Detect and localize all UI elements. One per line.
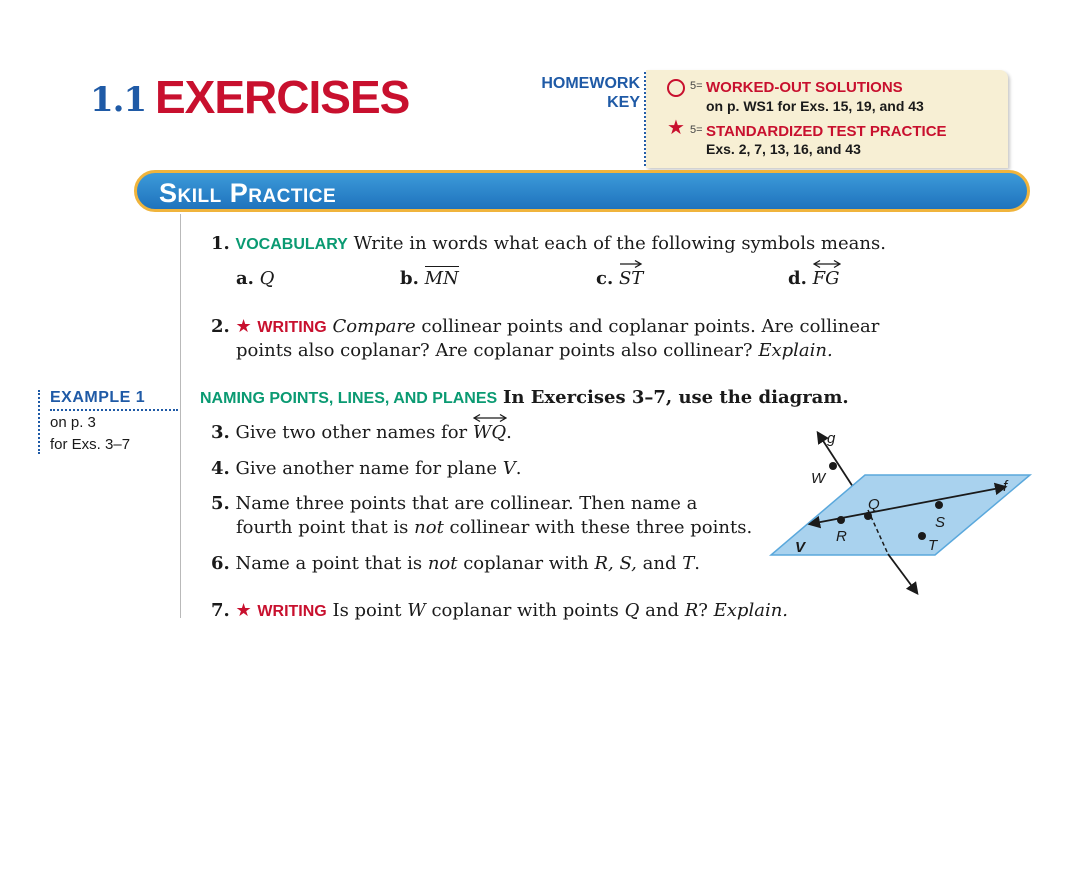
exercise-2-number: 2.	[211, 316, 230, 337]
plane-v-symbol: V	[502, 458, 516, 479]
point-w: W	[407, 600, 426, 621]
circle-icon	[666, 78, 686, 98]
homework-key-label	[520, 74, 640, 112]
exercise-1-number: 1.	[211, 233, 230, 254]
exercise-5	[211, 493, 697, 514]
test-practice-detail: Exs. 2, 7, 13, 16, and 43	[706, 141, 861, 157]
explain-word: Explain.	[713, 600, 789, 621]
exercise-2-line2	[236, 340, 833, 361]
symbol-segment-mn	[425, 268, 459, 289]
exercise-2	[211, 316, 879, 337]
symbol-line-wq	[473, 422, 506, 443]
line-g-lower	[888, 554, 917, 593]
page-title: EXERCISES	[155, 71, 410, 123]
exercise-5-line2	[236, 517, 752, 538]
exercise-4-number: 4.	[211, 458, 230, 479]
star-icon: ★	[235, 316, 252, 337]
banner-title: Skill Practice	[159, 178, 337, 208]
exercise-1-text: Write in words what each of the following symbols means.	[353, 233, 886, 254]
exercise-4-end: .	[515, 458, 522, 479]
part-b-label: b.	[400, 268, 419, 289]
exercise-6-text-a: Name a point that is	[235, 553, 428, 574]
exercise-1a	[236, 268, 274, 289]
symbol-line-fg	[813, 268, 840, 289]
section-instruction: In Exercises 3–7, use the diagram.	[502, 387, 849, 408]
exercise-7-text-b: coplanar with points	[425, 600, 625, 621]
exercise-5-number: 5.	[211, 493, 230, 514]
point-t-dot	[918, 532, 926, 540]
label-v: V	[795, 539, 806, 556]
example-underline	[50, 409, 178, 411]
section-heading	[200, 387, 849, 408]
exercise-1b	[400, 268, 459, 289]
star-icon: ★	[235, 600, 252, 621]
left-rule	[180, 214, 181, 618]
compare-word: Compare	[332, 316, 416, 337]
exercise-4	[211, 458, 522, 479]
point-q-dot	[864, 512, 872, 520]
exercise-6-text-b: coplanar with	[457, 553, 595, 574]
exercise-7	[211, 600, 788, 621]
naming-heading: NAMING POINTS, LINES, AND PLANES	[200, 390, 498, 407]
exercise-6	[211, 553, 700, 574]
worked-out-detail: on p. WS1 for Exs. 15, 19, and 43	[706, 98, 924, 114]
label-w: W	[811, 470, 826, 487]
homework-label-line2: KEY	[607, 94, 640, 111]
exercise-1	[211, 233, 886, 254]
writing-tag: WRITING	[257, 603, 327, 620]
label-s: S	[935, 514, 946, 531]
explain-word: Explain.	[758, 340, 833, 361]
exercise-4-text: Give another name for plane	[235, 458, 498, 479]
homework-key-box	[646, 70, 1008, 168]
not-word: not	[414, 517, 444, 538]
label-t: T	[928, 537, 938, 554]
exercise-1c	[596, 268, 643, 289]
not-word: not	[427, 553, 458, 574]
geometry-diagram	[765, 425, 1035, 600]
example-page-ref: on p. 3	[50, 414, 96, 431]
line-arrow-icon	[813, 259, 841, 269]
example-dots	[38, 390, 40, 454]
symbol-point-q: Q	[259, 268, 275, 289]
example-exercise-ref: for Exs. 3–7	[50, 436, 131, 453]
label-f: f	[1003, 478, 1008, 495]
point-t: T	[682, 553, 695, 574]
star-icon: ★	[667, 117, 685, 139]
segment-mn-text: MN	[424, 268, 459, 289]
exercise-3-number: 3.	[211, 422, 230, 443]
vocabulary-tag: VOCABULARY	[235, 236, 348, 253]
exercise-2-text1: collinear points and coplanar points. Are collinear	[415, 316, 880, 337]
example-label: EXAMPLE 1	[50, 389, 146, 406]
test-practice-title: STANDARDIZED TEST PRACTICE	[706, 123, 947, 140]
part-c-label: c.	[596, 268, 614, 289]
exercise-5-line2a: fourth point that is	[236, 517, 415, 538]
test-practice-mini-glyph: 5=	[690, 124, 703, 136]
point-s-dot	[935, 501, 943, 509]
exercise-3-end: .	[506, 422, 512, 443]
exercise-7-text-a: Is point	[332, 600, 408, 621]
line-fg-text: FG	[812, 268, 840, 289]
label-r: R	[836, 528, 847, 545]
homework-label-line1: HOMEWORK	[541, 75, 640, 92]
segment-bar	[425, 266, 459, 267]
label-g: g	[827, 430, 836, 447]
exercise-3	[211, 422, 512, 443]
plane-v	[771, 475, 1030, 555]
point-q: Q	[624, 600, 640, 621]
exercise-5-line2b: collinear with these three points.	[443, 517, 753, 538]
writing-tag: WRITING	[257, 319, 327, 336]
label-q: Q	[868, 496, 880, 513]
points-rs: R, S,	[594, 553, 637, 574]
and-word: and	[636, 553, 683, 574]
exercise-6-end: .	[694, 553, 700, 574]
skill-practice-banner	[134, 170, 1030, 212]
point-r: R	[684, 600, 699, 621]
ray-st-text: ST	[618, 268, 644, 289]
exercise-6-number: 6.	[211, 553, 230, 574]
exercise-1d	[788, 268, 839, 289]
ray-arrow-icon	[619, 259, 643, 269]
point-w-dot	[829, 462, 837, 470]
exercise-5-line1: Name three points that are collinear. Then name a	[235, 493, 698, 514]
point-r-dot	[837, 516, 845, 524]
worked-out-mini-glyph: 5=	[690, 80, 703, 92]
section-number: 1.1	[90, 80, 147, 120]
part-d-label: d.	[788, 268, 807, 289]
exercise-2-text2: points also coplanar? Are coplanar points also collinear?	[236, 340, 753, 361]
and-word: and	[639, 600, 685, 621]
line-arrow-icon	[473, 413, 507, 423]
worked-out-title: WORKED-OUT SOLUTIONS	[706, 79, 903, 96]
exercise-7-number: 7.	[211, 600, 230, 621]
part-a-label: a.	[236, 268, 254, 289]
symbol-ray-st	[619, 268, 643, 289]
exercise-3-text: Give two other names for	[235, 422, 468, 443]
exercise-7-text-c: ?	[698, 600, 714, 621]
line-wq-text: WQ	[472, 422, 507, 443]
